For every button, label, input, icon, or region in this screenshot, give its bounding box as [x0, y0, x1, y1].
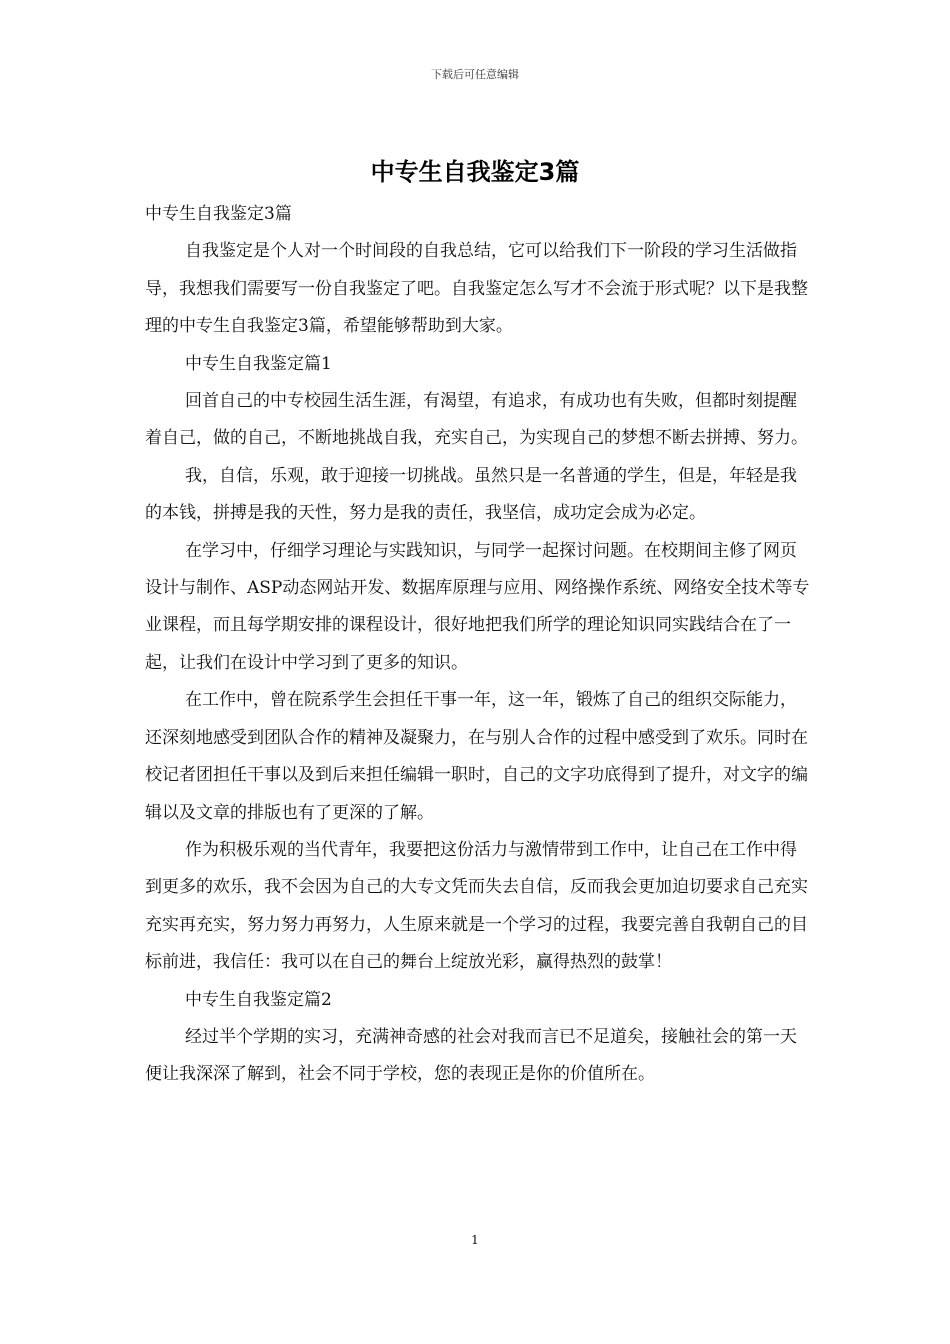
paragraph: 我，自信，乐观，敢于迎接一切挑战。虽然只是一名普通的学生，但是，年轻是我的本钱，拼搏是我的天性，努力是我的责任，我坚信，成功定会成为必定。	[145, 465, 797, 524]
paragraph: 在学习中，仔细学习理论与实践知识，与同学一起探讨问题。在校期间主修了网页设计与制作、ASP动态网站开发、数据库原理与应用、网络操作系统、网络安全技术等专业课程，而且每学期安排的课程设计，很好地把我们所学的理论知识同实践结合在了一起，让我们在设计中学习到了更多的知识。	[145, 540, 810, 673]
header-note: 下载后可任意编辑	[431, 68, 519, 81]
section-heading-1: 中专生自我鉴定篇1	[185, 353, 332, 374]
paragraph: 作为积极乐观的当代青年，我要把这份活力与激情带到工作中，让自己在工作中得到更多的欢乐，我不会因为自己的大专文凭而失去自信，反而我会更加迫切要求自己充实充实再充实，努力努力再努力，人生原来就是一个学习的过程，我要完善自我朝自己的目标前进，我信任：我可以在自己的舞台上绽放光彩，赢得热烈的鼓掌！	[145, 839, 808, 973]
paragraph: 经过半个学期的实习，充满神奇感的社会对我而言已不足道矣，接触社会的第一天便让我深深了解到，社会不同于学校，您的表现正是你的价值所在。	[145, 1026, 797, 1085]
document-body	[145, 196, 811, 1094]
page-number: 1	[471, 1233, 479, 1247]
document-title: 中专生自我鉴定3篇	[370, 158, 580, 186]
paragraph: 回首自己的中专校园生活生涯，有渴望，有追求，有成功也有失败，但都时刻提醒着自己，做的自己，不断地挑战自我，充实自己，为实现自己的梦想不断去拼搏、努力。	[145, 391, 808, 449]
section-heading-2: 中专生自我鉴定篇2	[185, 989, 332, 1010]
intro-paragraph: 自我鉴定是个人对一个时间段的自我总结，它可以给我们下一阶段的学习生活做指导，我想我们需要写一份自我鉴定了吧。自我鉴定怎么写才不会流于形式呢？以下是我整理的中专生自我鉴定3篇，希望能够帮助到大家。	[145, 241, 808, 337]
paragraph: 在工作中，曾在院系学生会担任干事一年，这一年，锻炼了自己的组织交际能力，还深刻地感受到团队合作的精神及凝聚力，在与别人合作的过程中感受到了欢乐。同时在校记者团担任干事以及到后来担任编辑一职时，自己的文字功底得到了提升，对文字的编辑以及文章的排版也有了更深的了解。	[145, 690, 808, 823]
subtitle-line: 中专生自我鉴定3篇	[145, 204, 292, 224]
